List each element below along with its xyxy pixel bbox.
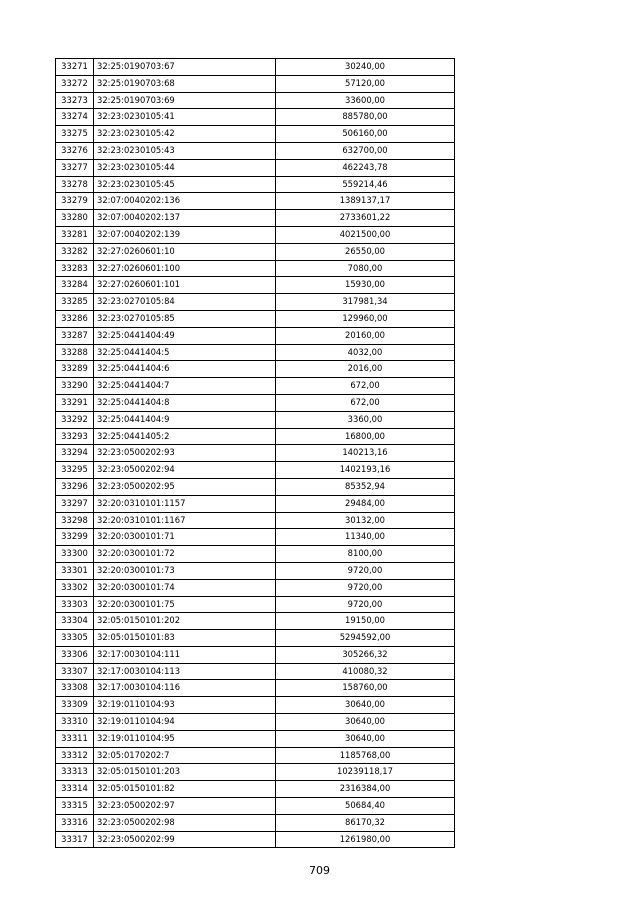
table-row xyxy=(56,630,455,647)
row-number-cell: 33310 xyxy=(56,714,94,731)
value-cell: 4032,00 xyxy=(276,344,455,361)
value-cell: 11340,00 xyxy=(276,529,455,546)
row-number-cell: 33283 xyxy=(56,260,94,277)
value-cell: 158760,00 xyxy=(276,680,455,697)
table-row xyxy=(56,478,455,495)
value-cell: 50684,40 xyxy=(276,798,455,815)
row-number-cell: 33273 xyxy=(56,92,94,109)
table-row xyxy=(56,646,455,663)
cadastral-number-cell: 32:05:0150101:202 xyxy=(94,613,276,630)
row-number-cell: 33305 xyxy=(56,630,94,647)
table-row xyxy=(56,512,455,529)
row-number-cell: 33293 xyxy=(56,428,94,445)
row-number-cell: 33280 xyxy=(56,210,94,227)
value-cell: 10239118,17 xyxy=(276,764,455,781)
value-cell: 20160,00 xyxy=(276,327,455,344)
value-cell: 317981,34 xyxy=(276,294,455,311)
row-number-cell: 33297 xyxy=(56,495,94,512)
row-number-cell: 33311 xyxy=(56,730,94,747)
cadastral-number-cell: 32:23:0500202:93 xyxy=(94,445,276,462)
row-number-cell: 33298 xyxy=(56,512,94,529)
value-cell: 2016,00 xyxy=(276,361,455,378)
cadastral-number-cell: 32:25:0441405:2 xyxy=(94,428,276,445)
table-row xyxy=(56,697,455,714)
row-number-cell: 33276 xyxy=(56,142,94,159)
table-row xyxy=(56,126,455,143)
row-number-cell: 33284 xyxy=(56,277,94,294)
value-cell: 30132,00 xyxy=(276,512,455,529)
value-cell: 19150,00 xyxy=(276,613,455,630)
row-number-cell: 33278 xyxy=(56,176,94,193)
cadastral-number-cell: 32:23:0230105:41 xyxy=(94,109,276,126)
value-cell: 632700,00 xyxy=(276,142,455,159)
table-row xyxy=(56,596,455,613)
cadastral-number-cell: 32:25:0190703:69 xyxy=(94,92,276,109)
row-number-cell: 33289 xyxy=(56,361,94,378)
cadastral-number-cell: 32:25:0441404:9 xyxy=(94,411,276,428)
table-row xyxy=(56,764,455,781)
value-cell: 30640,00 xyxy=(276,730,455,747)
cadastral-number-cell: 32:05:0150101:203 xyxy=(94,764,276,781)
value-cell: 9720,00 xyxy=(276,562,455,579)
cadastral-number-cell: 32:25:0441404:49 xyxy=(94,327,276,344)
table-row xyxy=(56,546,455,563)
cadastral-number-cell: 32:17:0030104:111 xyxy=(94,646,276,663)
cadastral-number-cell: 32:20:0310101:1167 xyxy=(94,512,276,529)
table-row xyxy=(56,176,455,193)
row-number-cell: 33309 xyxy=(56,697,94,714)
value-cell: 5294592,00 xyxy=(276,630,455,647)
row-number-cell: 33288 xyxy=(56,344,94,361)
row-number-cell: 33304 xyxy=(56,613,94,630)
cadastral-number-cell: 32:25:0441404:6 xyxy=(94,361,276,378)
cadastral-number-cell: 32:23:0230105:42 xyxy=(94,126,276,143)
table-row xyxy=(56,193,455,210)
table-row xyxy=(56,798,455,815)
value-cell: 29484,00 xyxy=(276,495,455,512)
value-cell: 506160,00 xyxy=(276,126,455,143)
table-row xyxy=(56,344,455,361)
table-row xyxy=(56,226,455,243)
cadastral-number-cell: 32:25:0441404:5 xyxy=(94,344,276,361)
value-cell: 85352,94 xyxy=(276,478,455,495)
value-cell: 9720,00 xyxy=(276,579,455,596)
cadastral-number-cell: 32:27:0260601:101 xyxy=(94,277,276,294)
row-number-cell: 33314 xyxy=(56,781,94,798)
cadastral-number-cell: 32:07:0040202:136 xyxy=(94,193,276,210)
value-cell: 672,00 xyxy=(276,394,455,411)
cadastral-number-cell: 32:25:0190703:67 xyxy=(94,59,276,76)
table-row xyxy=(56,747,455,764)
value-cell: 140213,16 xyxy=(276,445,455,462)
row-number-cell: 33301 xyxy=(56,562,94,579)
cadastral-number-cell: 32:23:0500202:95 xyxy=(94,478,276,495)
table-row xyxy=(56,361,455,378)
row-number-cell: 33292 xyxy=(56,411,94,428)
value-cell: 2316384,00 xyxy=(276,781,455,798)
row-number-cell: 33291 xyxy=(56,394,94,411)
table-row xyxy=(56,663,455,680)
cadastral-number-cell: 32:25:0441404:8 xyxy=(94,394,276,411)
table-row xyxy=(56,730,455,747)
value-cell: 57120,00 xyxy=(276,75,455,92)
cadastral-number-cell: 32:20:0300101:72 xyxy=(94,546,276,563)
table-row xyxy=(56,92,455,109)
table-row xyxy=(56,814,455,831)
value-cell: 462243,78 xyxy=(276,159,455,176)
value-cell: 9720,00 xyxy=(276,596,455,613)
row-number-cell: 33300 xyxy=(56,546,94,563)
row-number-cell: 33286 xyxy=(56,310,94,327)
value-cell: 2733601,22 xyxy=(276,210,455,227)
table-row xyxy=(56,680,455,697)
cadastral-number-cell: 32:23:0500202:94 xyxy=(94,462,276,479)
value-cell: 559214,46 xyxy=(276,176,455,193)
row-number-cell: 33315 xyxy=(56,798,94,815)
table-row xyxy=(56,327,455,344)
cadastral-number-cell: 32:20:0300101:74 xyxy=(94,579,276,596)
table-row xyxy=(56,243,455,260)
cadastral-value-table xyxy=(55,58,455,848)
cadastral-number-cell: 32:20:0300101:73 xyxy=(94,562,276,579)
cadastral-number-cell: 32:19:0110104:94 xyxy=(94,714,276,731)
table-row xyxy=(56,109,455,126)
cadastral-number-cell: 32:17:0030104:116 xyxy=(94,680,276,697)
row-number-cell: 33290 xyxy=(56,378,94,395)
table-row xyxy=(56,445,455,462)
cadastral-number-cell: 32:07:0040202:137 xyxy=(94,210,276,227)
row-number-cell: 33285 xyxy=(56,294,94,311)
value-cell: 7080,00 xyxy=(276,260,455,277)
value-cell: 410080,32 xyxy=(276,663,455,680)
page-number: 709 xyxy=(309,864,330,877)
cadastral-number-cell: 32:19:0110104:95 xyxy=(94,730,276,747)
row-number-cell: 33299 xyxy=(56,529,94,546)
cadastral-number-cell: 32:20:0310101:1157 xyxy=(94,495,276,512)
row-number-cell: 33277 xyxy=(56,159,94,176)
row-number-cell: 33282 xyxy=(56,243,94,260)
value-cell: 1185768,00 xyxy=(276,747,455,764)
cadastral-number-cell: 32:19:0110104:93 xyxy=(94,697,276,714)
table-row xyxy=(56,277,455,294)
cadastral-number-cell: 32:23:0500202:97 xyxy=(94,798,276,815)
row-number-cell: 33287 xyxy=(56,327,94,344)
table-row xyxy=(56,495,455,512)
value-cell: 305266,32 xyxy=(276,646,455,663)
table-row xyxy=(56,210,455,227)
cadastral-number-cell: 32:05:0170202:7 xyxy=(94,747,276,764)
cadastral-number-cell: 32:23:0500202:98 xyxy=(94,814,276,831)
table-row xyxy=(56,75,455,92)
cadastral-number-cell: 32:20:0300101:75 xyxy=(94,596,276,613)
cadastral-number-cell: 32:07:0040202:139 xyxy=(94,226,276,243)
table-row xyxy=(56,310,455,327)
value-cell: 1402193,16 xyxy=(276,462,455,479)
value-cell: 672,00 xyxy=(276,378,455,395)
value-cell: 8100,00 xyxy=(276,546,455,563)
table-row xyxy=(56,613,455,630)
cadastral-number-cell: 32:23:0230105:44 xyxy=(94,159,276,176)
table-row xyxy=(56,579,455,596)
value-cell: 30640,00 xyxy=(276,697,455,714)
value-cell: 129960,00 xyxy=(276,310,455,327)
cadastral-number-cell: 32:23:0230105:43 xyxy=(94,142,276,159)
cadastral-number-cell: 32:23:0270105:84 xyxy=(94,294,276,311)
row-number-cell: 33316 xyxy=(56,814,94,831)
cadastral-number-cell: 32:05:0150101:82 xyxy=(94,781,276,798)
value-cell: 30240,00 xyxy=(276,59,455,76)
row-number-cell: 33296 xyxy=(56,478,94,495)
value-cell: 1389137,17 xyxy=(276,193,455,210)
value-cell: 15930,00 xyxy=(276,277,455,294)
table-row xyxy=(56,411,455,428)
row-number-cell: 33303 xyxy=(56,596,94,613)
cadastral-number-cell: 32:05:0150101:83 xyxy=(94,630,276,647)
row-number-cell: 33275 xyxy=(56,126,94,143)
row-number-cell: 33271 xyxy=(56,59,94,76)
table-body xyxy=(56,59,455,848)
cadastral-number-cell: 32:25:0190703:68 xyxy=(94,75,276,92)
cadastral-number-cell: 32:23:0230105:45 xyxy=(94,176,276,193)
cadastral-number-cell: 32:17:0030104:113 xyxy=(94,663,276,680)
row-number-cell: 33279 xyxy=(56,193,94,210)
table-row xyxy=(56,562,455,579)
cadastral-number-cell: 32:27:0260601:100 xyxy=(94,260,276,277)
cadastral-number-cell: 32:27:0260601:10 xyxy=(94,243,276,260)
table-row xyxy=(56,159,455,176)
cadastral-number-cell: 32:20:0300101:71 xyxy=(94,529,276,546)
table-row xyxy=(56,462,455,479)
table-row xyxy=(56,394,455,411)
cadastral-number-cell: 32:23:0270105:85 xyxy=(94,310,276,327)
value-cell: 885780,00 xyxy=(276,109,455,126)
row-number-cell: 33313 xyxy=(56,764,94,781)
row-number-cell: 33312 xyxy=(56,747,94,764)
row-number-cell: 33274 xyxy=(56,109,94,126)
row-number-cell: 33307 xyxy=(56,663,94,680)
row-number-cell: 33308 xyxy=(56,680,94,697)
table-row xyxy=(56,378,455,395)
value-cell: 30640,00 xyxy=(276,714,455,731)
cadastral-number-cell: 32:25:0441404:7 xyxy=(94,378,276,395)
row-number-cell: 33302 xyxy=(56,579,94,596)
table-row xyxy=(56,260,455,277)
table-row xyxy=(56,428,455,445)
row-number-cell: 33281 xyxy=(56,226,94,243)
row-number-cell: 33295 xyxy=(56,462,94,479)
value-cell: 16800,00 xyxy=(276,428,455,445)
row-number-cell: 33306 xyxy=(56,646,94,663)
table-row xyxy=(56,831,455,848)
table-row xyxy=(56,294,455,311)
value-cell: 26550,00 xyxy=(276,243,455,260)
table-row xyxy=(56,529,455,546)
row-number-cell: 33294 xyxy=(56,445,94,462)
value-cell: 86170,32 xyxy=(276,814,455,831)
table-row xyxy=(56,142,455,159)
table-row xyxy=(56,59,455,76)
value-cell: 33600,00 xyxy=(276,92,455,109)
value-cell: 1261980,00 xyxy=(276,831,455,848)
value-cell: 3360,00 xyxy=(276,411,455,428)
cadastral-number-cell: 32:23:0500202:99 xyxy=(94,831,276,848)
value-cell: 4021500,00 xyxy=(276,226,455,243)
table-row xyxy=(56,781,455,798)
row-number-cell: 33317 xyxy=(56,831,94,848)
row-number-cell: 33272 xyxy=(56,75,94,92)
table-row xyxy=(56,714,455,731)
